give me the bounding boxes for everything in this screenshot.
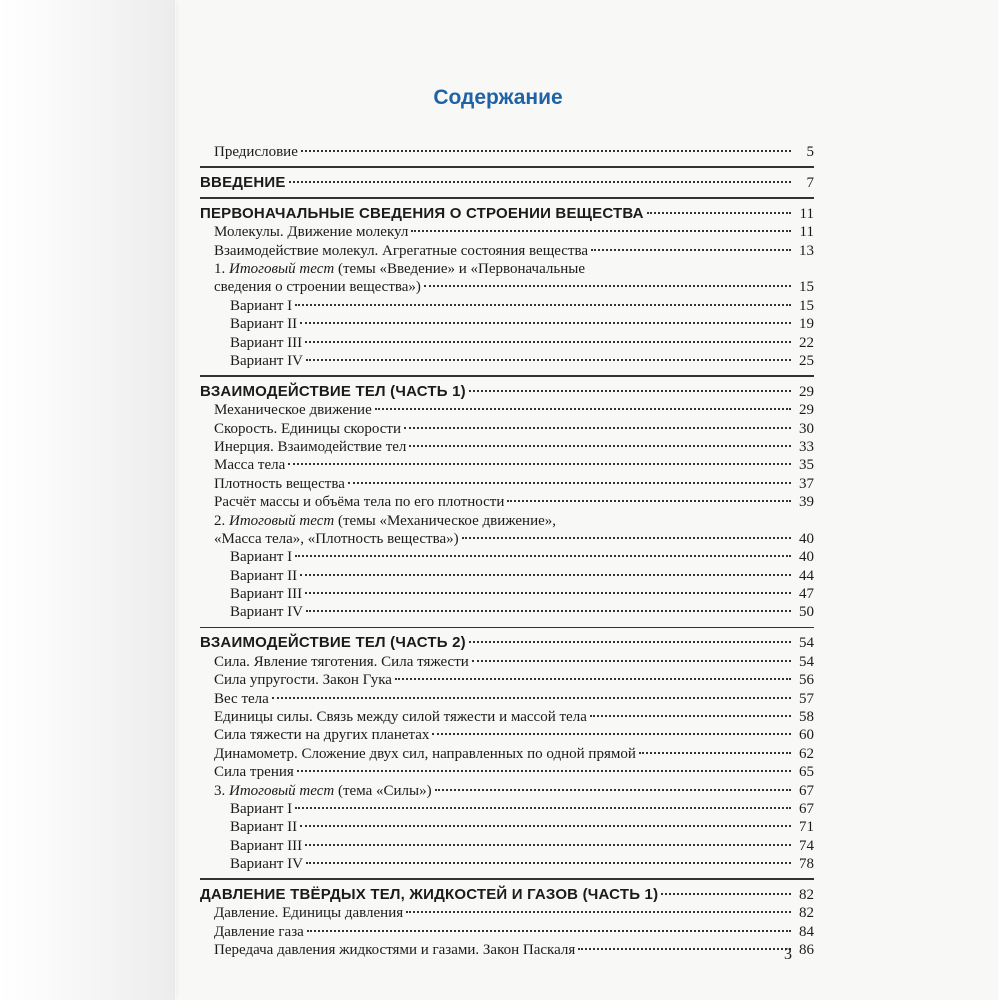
leader-dots [661, 893, 791, 895]
toc-section-4[interactable]: ДАВЛЕНИЕ ТВЁРДЫХ ТЕЛ, ЖИДКОСТЕЙ И ГАЗОВ (ЧАСТЬ 1) 82 [200, 885, 814, 903]
divider [200, 878, 814, 880]
leader-dots [300, 825, 791, 827]
leader-dots [306, 610, 791, 612]
leader-dots [578, 948, 791, 950]
toc-variant[interactable]: Вариант I 15 [230, 297, 814, 314]
toc-entry[interactable]: Инерция. Взаимодействие тел 33 [214, 438, 814, 455]
leader-dots [469, 641, 791, 643]
leader-dots [375, 408, 791, 410]
leader-dots [435, 789, 791, 791]
toc-variant[interactable]: Вариант III 22 [230, 334, 814, 351]
leader-dots [404, 427, 791, 429]
leader-dots [295, 555, 791, 557]
page-number: 3 [784, 946, 792, 963]
table-of-contents [200, 143, 814, 960]
toc-variant[interactable]: Вариант II 19 [230, 316, 814, 333]
leader-dots [301, 150, 791, 152]
leader-dots [306, 359, 791, 361]
scan-margin [0, 0, 175, 1000]
toc-entry[interactable]: Единицы силы. Связь между силой тяжести и массой тела 58 [214, 708, 814, 725]
toc-entry[interactable]: Вес тела 57 [214, 690, 814, 707]
leader-dots [507, 500, 791, 502]
toc-entry[interactable]: Молекулы. Движение молекул 11 [214, 224, 814, 241]
toc-entry[interactable]: Передача давления жидкостями и газами. Закон Паскаля 86 [214, 942, 814, 959]
leader-dots [295, 304, 791, 306]
toc-entry[interactable]: Расчёт массы и объёма тела по его плотности 39 [214, 494, 814, 511]
divider [200, 166, 814, 168]
leader-dots [406, 911, 791, 913]
toc-variant[interactable]: Вариант II 44 [230, 567, 814, 584]
leader-dots [297, 770, 791, 772]
toc-entry[interactable]: Динамометр. Сложение двух сил, направленных по одной прямой 62 [214, 745, 814, 762]
book-page [178, 0, 998, 1000]
toc-entry[interactable]: Сила трения 65 [214, 764, 814, 781]
divider [200, 197, 814, 199]
leader-dots [348, 482, 791, 484]
toc-entry[interactable]: Механическое движение 29 [214, 402, 814, 419]
leader-dots [300, 322, 791, 324]
leader-dots [469, 390, 791, 392]
toc-entry[interactable]: Взаимодействие молекул. Агрегатные состояния вещества 13 [214, 242, 814, 259]
divider [200, 627, 814, 629]
leader-dots [395, 678, 791, 680]
leader-dots [305, 341, 791, 343]
leader-dots [307, 930, 791, 932]
leader-dots [432, 733, 791, 735]
leader-dots [289, 181, 791, 183]
toc-variant[interactable]: Вариант II 71 [230, 819, 814, 836]
leader-dots [647, 212, 791, 214]
leader-dots [639, 752, 791, 754]
leader-dots [411, 230, 791, 232]
toc-entry-test-3[interactable]: 3. Итоговый тест (тема «Силы») 67 [214, 782, 814, 799]
toc-entry-test-2[interactable]: 2. Итоговый тест (темы «Механическое движение», «Масса тела», «Плотность вещества») 40 [214, 512, 814, 547]
toc-entry[interactable]: Масса тела 35 [214, 457, 814, 474]
toc-section-intro[interactable]: ВВЕДЕНИЕ 7 [200, 173, 814, 191]
toc-variant[interactable]: Вариант IV 78 [230, 856, 814, 873]
toc-variant[interactable]: Вариант III 74 [230, 837, 814, 854]
page-title: Содержание [433, 86, 563, 109]
toc-variant[interactable]: Вариант I 67 [230, 800, 814, 817]
toc-section-2[interactable]: ВЗАИМОДЕЙСТВИЕ ТЕЛ (ЧАСТЬ 1) 29 [200, 382, 814, 400]
leader-dots [295, 807, 791, 809]
leader-dots [305, 592, 791, 594]
leader-dots [472, 660, 791, 662]
toc-entry[interactable]: Давление газа 84 [214, 923, 814, 940]
toc-variant[interactable]: Вариант IV 50 [230, 604, 814, 621]
leader-dots [590, 715, 791, 717]
toc-variant[interactable]: Вариант IV 25 [230, 352, 814, 369]
leader-dots [305, 844, 791, 846]
toc-variant[interactable]: Вариант III 47 [230, 586, 814, 603]
toc-entry[interactable]: Сила тяжести на других планетах 60 [214, 727, 814, 744]
leader-dots [306, 862, 791, 864]
toc-entry[interactable]: Скорость. Единицы скорости 30 [214, 420, 814, 437]
toc-entry[interactable]: Сила упругости. Закон Гука 56 [214, 672, 814, 689]
toc-entry-preface[interactable]: Предисловие 5 [214, 144, 814, 160]
toc-section-1[interactable]: ПЕРВОНАЧАЛЬНЫЕ СВЕДЕНИЯ О СТРОЕНИИ ВЕЩЕСТВА 11 [200, 204, 814, 222]
toc-entry[interactable]: Плотность вещества 37 [214, 475, 814, 492]
toc-section-3[interactable]: ВЗАИМОДЕЙСТВИЕ ТЕЛ (ЧАСТЬ 2) 54 [200, 634, 814, 652]
leader-dots [409, 445, 791, 447]
toc-entry[interactable]: Сила. Явление тяготения. Сила тяжести 54 [214, 653, 814, 670]
leader-dots [300, 574, 791, 576]
divider [200, 375, 814, 377]
leader-dots [591, 249, 791, 251]
toc-entry-test-1[interactable]: 1. Итоговый тест (темы «Введение» и «Первоначальные сведения о строении вещества») 15 [214, 260, 814, 296]
leader-dots [462, 537, 791, 539]
leader-dots [424, 285, 791, 287]
leader-dots [272, 697, 791, 699]
toc-variant[interactable]: Вариант I 40 [230, 549, 814, 566]
toc-entry[interactable]: Давление. Единицы давления 82 [214, 905, 814, 922]
leader-dots [288, 463, 791, 465]
